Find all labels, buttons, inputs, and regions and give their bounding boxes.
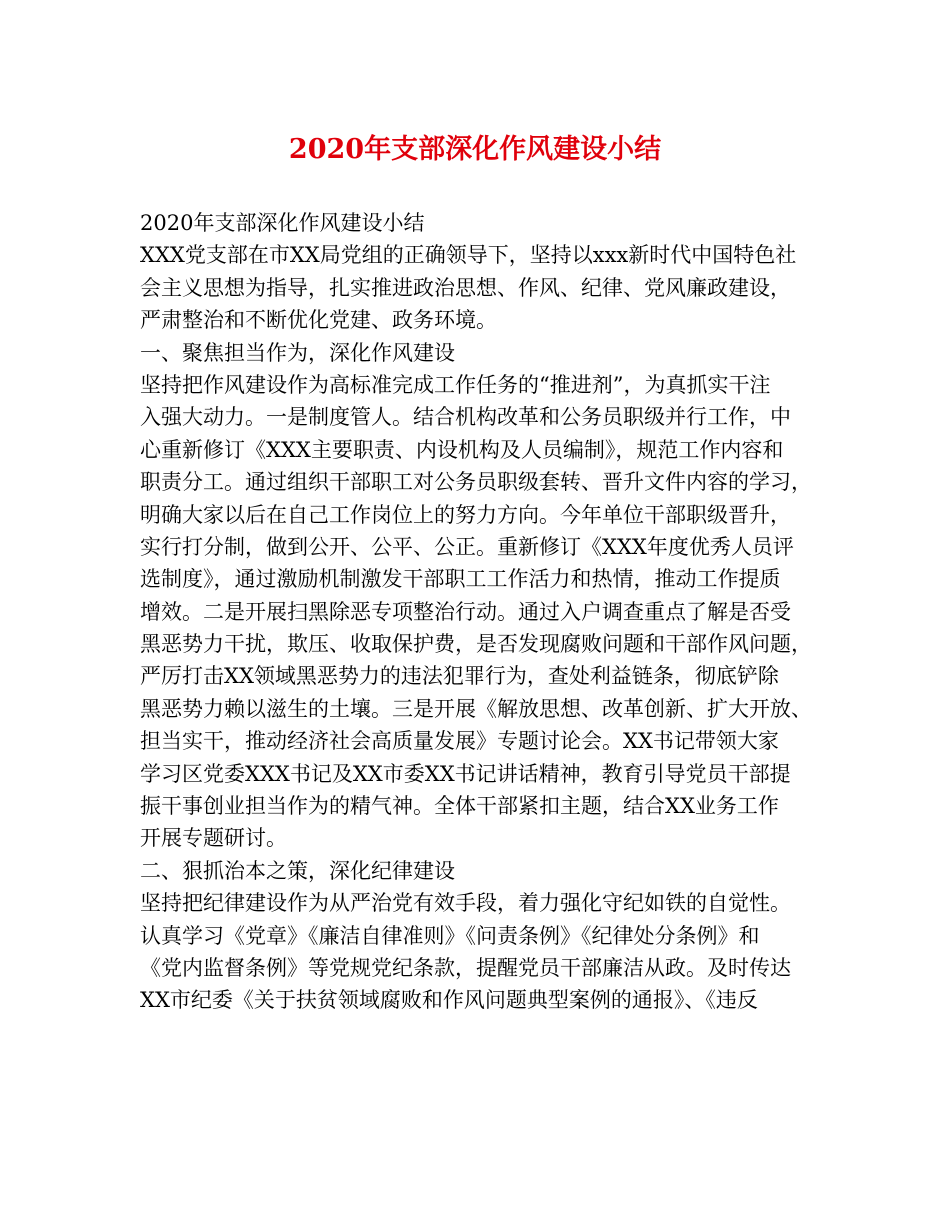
- body-line: 学习区党委XXX书记及XX市委XX书记讲话精神，教育引导党员干部提: [140, 761, 791, 786]
- body-line: 明确大家以后在自己工作岗位上的努力方向。今年单位干部职级晋升，: [140, 502, 791, 527]
- body-line: 严肃整治和不断优化党建、政务环境。: [140, 308, 497, 333]
- body-line-subtitle: 2020年支部深化作风建设小结: [140, 211, 425, 235]
- body-line: 开展专题研讨。: [140, 826, 287, 851]
- body-line: 职责分工。通过组织干部职工对公务员职级套转、晋升文件内容的学习，: [140, 470, 812, 495]
- document-body: [140, 207, 830, 1017]
- body-line: 增效。二是开展扫黑除恶专项整治行动。通过入户调查重点了解是否受: [140, 599, 791, 624]
- body-line: 振干事创业担当作为的精气神。全体干部紧扣主题，结合XX业务工作: [140, 794, 779, 819]
- body-line: 认真学习《党章》《廉洁自律准则》《问责条例》《纪律处分条例》和: [140, 923, 760, 948]
- body-line: 坚持把作风建设作为高标准完成工作任务的“推进剂”，为真抓实干注: [140, 372, 771, 397]
- section-heading-2: 二、狠抓治本之策，深化纪律建设: [140, 858, 455, 883]
- body-line: 严厉打击XX领域黑恶势力的违法犯罪行为，查处利益链条，彻底铲除: [140, 664, 779, 689]
- body-line: 坚持把纪律建设作为从严治党有效手段，着力强化守纪如铁的自觉性。: [140, 891, 791, 916]
- body-line: 担当实干，推动经济社会高质量发展》专题讨论会。XX书记带领大家: [140, 729, 779, 754]
- body-line: 黑恶势力赖以滋生的土壤。三是开展《解放思想、改革创新、扩大开放、: [140, 696, 812, 721]
- body-line: XX市纪委《关于扶贫领域腐败和作风问题典型案例的通报》、《违反: [140, 988, 758, 1013]
- body-line: 心重新修订《XXX主要职责、内设机构及人员编制》，规范工作内容和: [140, 437, 784, 462]
- body-line: 实行打分制，做到公开、公平、公正。重新修订《XXX年度优秀人员评: [140, 534, 794, 559]
- section-heading-1: 一、聚焦担当作为，深化作风建设: [140, 340, 455, 365]
- document-title: 2020年支部深化作风建设小结: [288, 134, 662, 165]
- body-line: 《党内监督条例》等党规党纪条款，提醒党员干部廉洁从政。及时传达: [140, 955, 791, 980]
- body-line: XXX党支部在市XX局党组的正确领导下，坚持以xxx新时代中国特色社: [140, 243, 797, 268]
- body-line: 入强大动力。一是制度管人。结合机构改革和公务员职级并行工作，中: [140, 405, 791, 430]
- body-line: 会主义思想为指导，扎实推进政治思想、作风、纪律、党风廉政建设，: [140, 275, 791, 300]
- body-line: 黑恶势力干扰，欺压、收取保护费，是否发现腐败问题和干部作风问题，: [140, 632, 812, 657]
- body-line: 选制度》，通过激励机制激发干部职工工作活力和热情，推动工作提质: [140, 567, 781, 592]
